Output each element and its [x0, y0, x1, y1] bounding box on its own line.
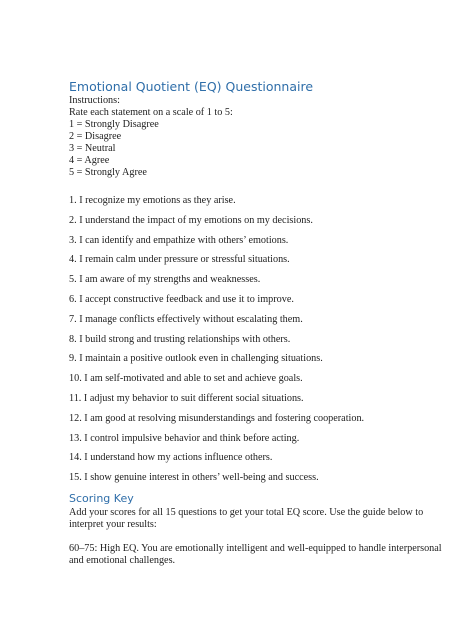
question-item: 8. I build strong and trusting relationships with others.	[69, 334, 291, 345]
question-item: 9. I maintain a positive outlook even in challenging situations.	[69, 353, 323, 364]
document-title: Emotional Quotient (EQ) Questionnaire	[69, 79, 314, 94]
scoring-intro-line: interpret your results:	[69, 519, 157, 530]
question-item: 13. I control impulsive behavior and think before acting.	[69, 433, 300, 444]
scale-option-1: 1 = Strongly Disagree	[69, 119, 159, 130]
instructions-label: Instructions:	[69, 95, 120, 106]
question-item: 6. I accept constructive feedback and use it to improve.	[69, 294, 294, 305]
question-item: 2. I understand the impact of my emotions on my decisions.	[69, 215, 313, 226]
scoring-key-heading: Scoring Key	[69, 492, 134, 505]
question-item: 1. I recognize my emotions as they arise.	[69, 195, 236, 206]
scale-option-2: 2 = Disagree	[69, 131, 122, 142]
scoring-intro-line: Add your scores for all 15 questions to get your total EQ score. Use the guide below to	[69, 507, 424, 518]
question-item: 5. I am aware of my strengths and weaknesses.	[69, 274, 261, 285]
question-item: 10. I am self-motivated and able to set and achieve goals.	[69, 373, 303, 384]
question-item: 4. I remain calm under pressure or stressful situations.	[69, 254, 290, 265]
scoring-high-eq-line: 60–75: High EQ. You are emotionally intelligent and well-equipped to handle interpersonal	[69, 543, 442, 554]
question-item: 7. I manage conflicts effectively without escalating them.	[69, 314, 303, 325]
scoring-high-eq-line: and emotional challenges.	[69, 555, 176, 566]
question-item: 15. I show genuine interest in others’ well-being and success.	[69, 472, 319, 483]
scale-option-4: 4 = Agree	[69, 155, 110, 166]
scale-option-5: 5 = Strongly Agree	[69, 167, 147, 178]
question-item: 3. I can identify and empathize with others’ emotions.	[69, 235, 289, 246]
question-item: 11. I adjust my behavior to suit different social situations.	[69, 393, 304, 404]
instructions-scale: Rate each statement on a scale of 1 to 5:	[69, 107, 233, 118]
question-item: 14. I understand how my actions influence others.	[69, 452, 273, 463]
question-item: 12. I am good at resolving misunderstandings and fostering cooperation.	[69, 413, 365, 424]
scale-option-3: 3 = Neutral	[69, 143, 116, 154]
